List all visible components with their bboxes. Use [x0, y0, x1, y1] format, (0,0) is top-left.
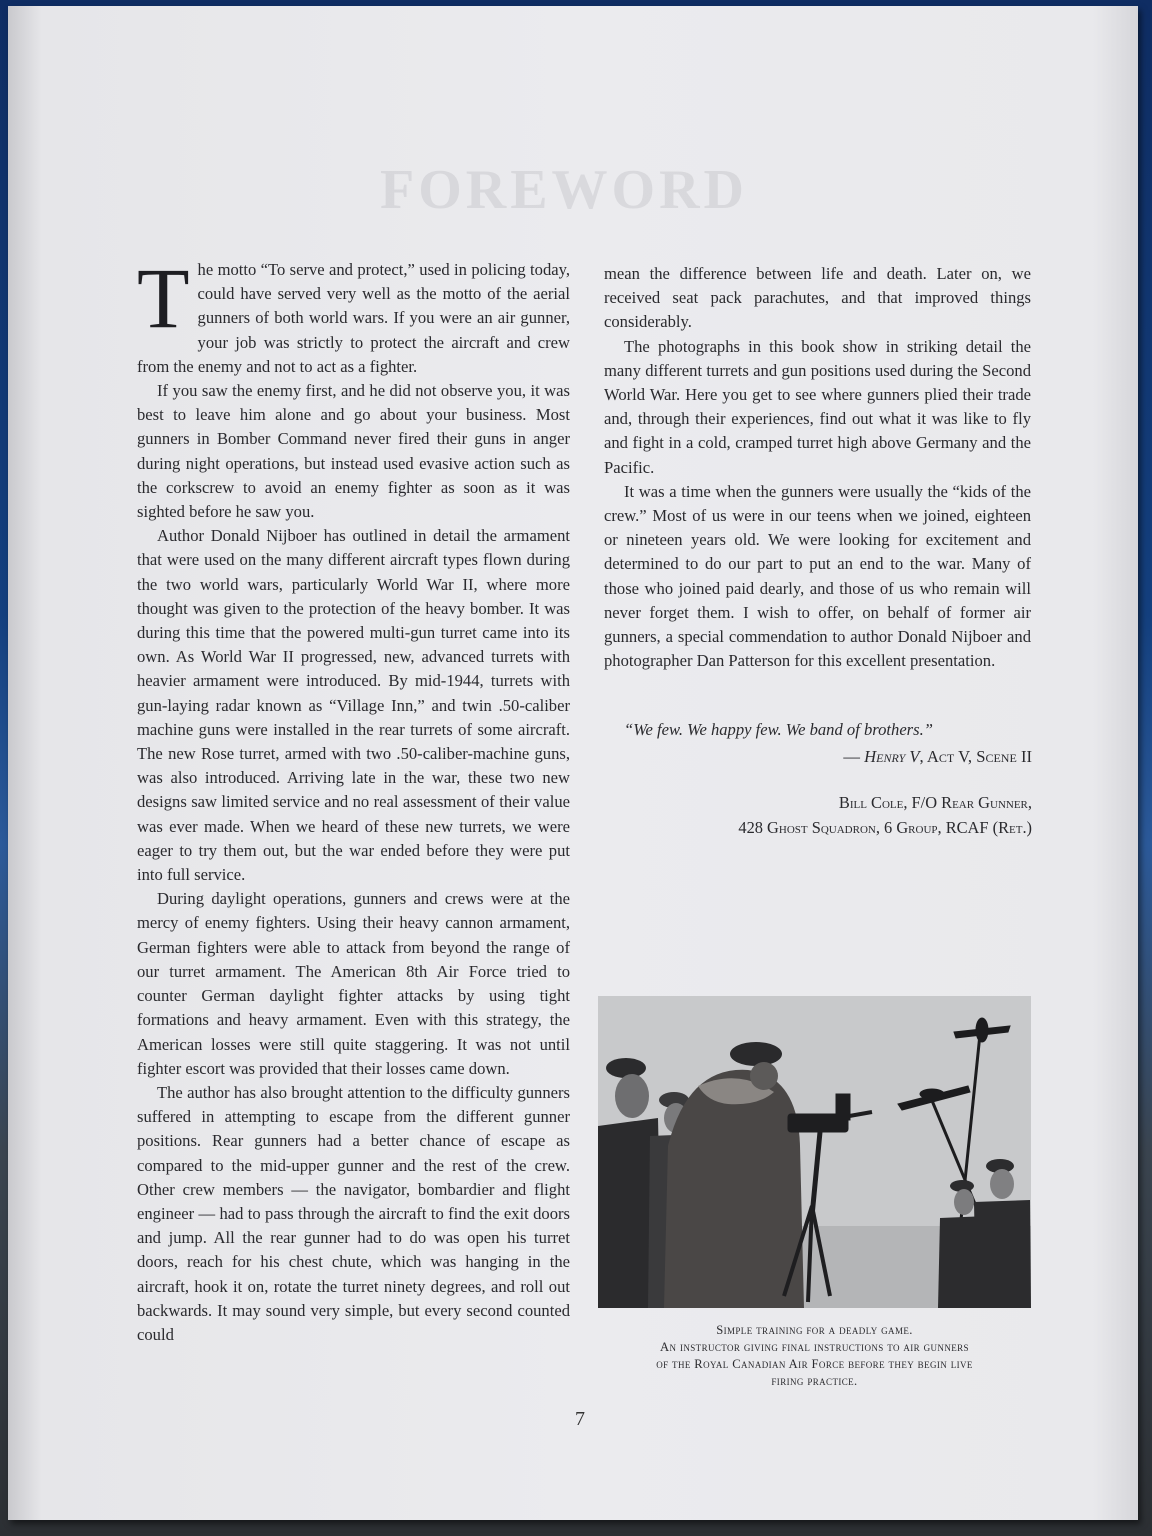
right-column [604, 262, 1031, 673]
quote-play: Henry V [864, 747, 920, 766]
author-signature [604, 790, 1032, 840]
signature-line-1: Bill Cole, F/O Rear Gunner, [838, 793, 1032, 812]
paragraph-6: mean the difference between life and death. Later on, we received seat pack parachutes, and that improved things considerably. [604, 264, 1031, 332]
epigraph-quote [624, 716, 1032, 770]
paragraph-4: During daylight operations, gunners and crews were at the mercy of enemy fighters. Using their heavy cannon armament, German fighters were able to attack from beyond the range of our turret armament. The American 8th Air Force tried to counter German daylight fighter attacks by using tight formations and heavy armament. Even with this strategy, the American losses were still quite staggering. It was not until fighter escort was provided that their losses came down. [137, 889, 570, 1078]
paragraph-3: Author Donald Nijboer has outlined in detail the armament that were used on the many different aircraft types flown during the two world wars, particularly World War II, where more thought was given to the protection of the heavy bomber. It was during this time that the powered multi-gun turret came into its own. As World War II progressed, new, advanced turrets with heavier armament were introduced. By mid-1944, turrets with gun-laying radar known as “Village Inn,” and twin .50-caliber machine guns were installed in the rear turrets of some aircraft. The new Rose turret, armed with two .50-caliber-machine guns, was also introduced. Arriving late in the war, these two new designs saw limited service and no real assessment of their value was ever made. When we heard of these new turrets, we were eager to try them out, but the war ended before they were put into full service. [137, 526, 570, 885]
caption-line-3: of the Royal Canadian Air Force before they begin live [656, 1357, 973, 1371]
left-column [137, 250, 570, 1347]
paragraph-1 [137, 250, 570, 379]
paragraph-5: The author has also brought attention to the difficulty gunners suffered in attempting to escape from the different gunner positions. Rear gunners had a better chance of escape as compared to the mid-upper gunner and the rest of the crew. Other crew members — the navigator, bombardier and flight engineer — had to pass through the aircraft to find the exit doors and jump. All the rear gunner had to do was open his turret doors, reach for his chest chute, which was hanging in the aircraft, hook it on, rotate the turret ninety degrees, and roll out backwards. It may sound very simple, but every second counted could [137, 1082, 570, 1344]
photo-illustration [598, 996, 1031, 1308]
quote-act-scene: , Act V, Scene II [919, 747, 1032, 766]
training-photo [598, 996, 1031, 1308]
paragraph-8: It was a time when the gunners were usually the “kids of the crew.” Most of us were in our teens when we joined, eighteen or nineteen years old. We were looking for excitement and determined to do our part to put an end to the war. Many of those who joined paid dearly, and those of us who remain will never forget them. I wish to offer, on behalf of former air gunners, a special commendation to author Donald Nijboer and photographer Dan Patterson for this excellent presentation. [604, 481, 1031, 671]
caption-line-1: Simple training for a deadly game. [716, 1323, 913, 1337]
page-number: 7 [575, 1408, 585, 1430]
quote-dash: — [843, 747, 865, 766]
caption-line-2: An instructor giving final instructions to air gunners [660, 1340, 969, 1354]
paragraph-1-text: he motto “To serve and protect,” used in policing today, could have served very well as the motto of the aerial gunners of both world wars. If you were an air gunner, your job was strictly to protect the aircraft and crew from the enemy and not to act as a fighter. [137, 260, 570, 376]
signature-line-2: 428 Ghost Squadron, 6 Group, RCAF (Ret.) [738, 818, 1032, 837]
quote-text: “We few. We happy few. We band of brothers.” [624, 720, 933, 739]
paragraph-7: The photographs in this book show in striking detail the many different turrets and gun positions used during the Second World War. Here you get to see where gunners plied their trade and, through their experiences, find out what it was like to fly and fight in a cold, cramped turret high above Germany and the Pacific. [604, 336, 1031, 477]
show-through-title: FOREWORD [380, 159, 748, 221]
paragraph-2: If you saw the enemy first, and he did not observe you, it was best to leave him alone and go about your business. Most gunners in Bomber Command never fired their guns in anger during night operations, but instead used evasive action such as the corkscrew to avoid an enemy fighter as soon as it was sighted before he saw you. [137, 381, 570, 522]
quote-attribution [624, 743, 1032, 770]
photo-caption [598, 1322, 1031, 1390]
drop-cap: T [137, 250, 190, 346]
caption-line-4: firing practice. [771, 1374, 858, 1388]
